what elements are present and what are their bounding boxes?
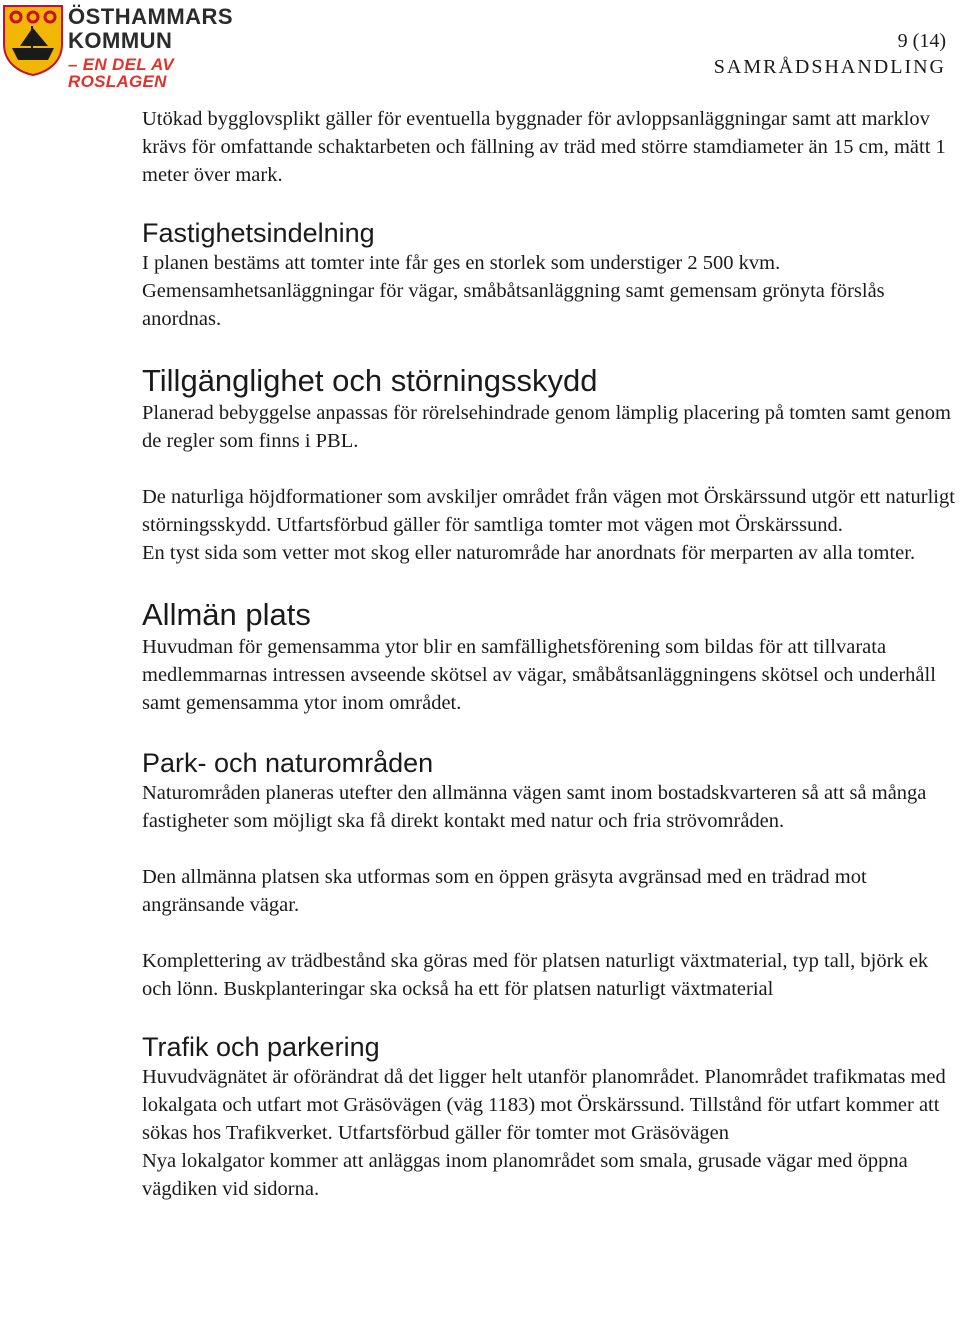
- document-type: SAMRÅDSHANDLING: [713, 56, 946, 78]
- paragraph-trafik-1: Huvudvägnätet är oförändrat då det ligger helt utanför planområdet. Planområdet trafikmatas med lokalgata och utfart mot Gräsövägen (väg 1183) mot Örskärssund. Tillstånd för utfart kommer att sökas hos Trafikverket. Utfartsförbud gäller för tomter mot Gräsövägen: [142, 1066, 946, 1144]
- paragraph-park-2: Den allmänna platsen ska utformas som en öppen gräsyta avgränsad med en trädrad mot angränsande vägar.: [142, 866, 867, 916]
- heading-park-naturomraden: Park- och naturområden: [142, 748, 434, 778]
- paragraph-fastighet-1: I planen bestäms att tomter inte får ges en storlek som understiger 2 500 kvm.: [142, 252, 781, 274]
- paragraph-trafik-2: Nya lokalgator kommer att anläggas inom planområdet som smala, grusade vägar med öppna vägdiken vid sidorna.: [142, 1150, 908, 1200]
- document-body: [142, 105, 956, 1203]
- heading-allman-plats: Allmän plats: [142, 597, 311, 632]
- logo-line-2: KOMMUN: [68, 28, 173, 53]
- paragraph-tillganglighet-1: Planerad bebyggelse anpassas för rörelsehindrade genom lämplig placering på tomten samt genom de regler som finns i PBL.: [142, 402, 951, 452]
- intro-paragraph: Utökad bygglovsplikt gäller för eventuella byggnader för avloppsanläggningar samt att marklov krävs för omfattande schaktarbeten och fällning av träd med större stamdiameter än 15 cm, mätt 1 meter över mark.: [142, 108, 946, 186]
- paragraph-tillganglighet-3: En tyst sida som vetter mot skog eller naturområde har anordnats för merparten av alla tomter.: [142, 542, 916, 564]
- logo-tagline: – EN DEL AV ROSLAGEN: [68, 55, 174, 91]
- heading-fastighetsindelning: Fastighetsindelning: [142, 218, 375, 248]
- logo-line-1: ÖSTHAMMARS: [68, 4, 234, 29]
- heading-trafik-parkering: Trafik och parkering: [142, 1032, 380, 1062]
- coat-of-arms-icon: [2, 4, 64, 76]
- paragraph-park-3: Komplettering av trädbestånd ska göras med för platsen naturligt växtmaterial, typ tall, björk ek och lönn. Buskplanteringar ska också ha ett för platsen naturligt växtmaterial: [142, 950, 929, 1000]
- paragraph-fastighet-2: Gemensamhetsanläggningar för vägar, småbåtsanläggning samt gemensam grönyta förslås anordnas.: [142, 280, 885, 330]
- paragraph-park-1: Naturområden planeras utefter den allmänna vägen samt inom bostadskvarteren så att så många fastigheter som möjligt ska få direkt kontakt med natur och fria strövområden.: [142, 782, 927, 832]
- municipality-logo: [2, 4, 234, 91]
- page-number: 9 (14): [897, 30, 946, 52]
- paragraph-tillganglighet-2: De naturliga höjdformationer som avskiljer området från vägen mot Örskärssund utgör ett naturligt störningsskydd. Utfartsförbud gäller för samtliga tomter mot vägen mot Örskärssund.: [142, 486, 955, 536]
- heading-tillganglighet: Tillgänglighet och störningsskydd: [142, 363, 598, 398]
- paragraph-allman-plats: Huvudman för gemensamma ytor blir en samfällighetsförening som bildas för att tillvarata medlemmarnas intressen avseende skötsel av vägar, småbåtsanläggningens skötsel och underhåll samt gemensamma ytor inom området.: [142, 636, 936, 714]
